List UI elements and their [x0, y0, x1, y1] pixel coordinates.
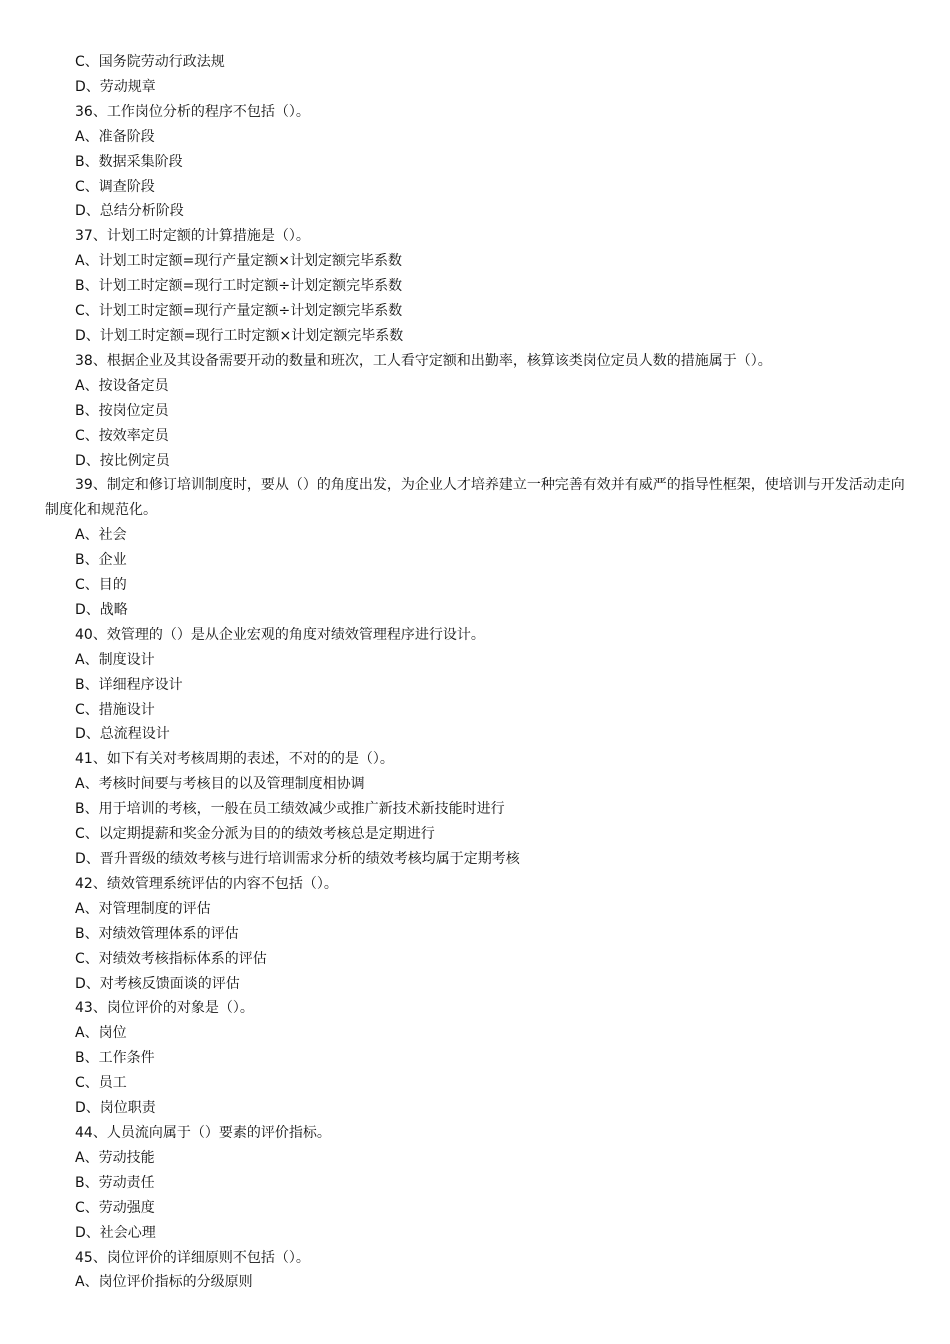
- question-40: 40、效管理的（）是从企业宏观的角度对绩效管理程序进行设计。: [75, 626, 485, 643]
- option-a-40: A、制度设计: [75, 651, 155, 668]
- question-41: 41、如下有关对考核周期的表述，不对的的是（）。: [75, 751, 394, 768]
- option-a-45: A、岗位评价指标的分级原则: [75, 1274, 253, 1291]
- option-d-40: D、总流程设计: [75, 726, 170, 743]
- option-a-41: A、考核时间要与考核目的以及管理制度相协调: [75, 776, 365, 793]
- question-38: 38、根据企业及其设备需要开动的数量和班次，工人看守定额和出勤率，核算该类岗位定员人数的措施属于（）。: [75, 352, 772, 369]
- question-45: 45、岗位评价的详细原则不包括（）。: [75, 1249, 310, 1266]
- option-b-38: B、按岗位定员: [75, 402, 169, 419]
- option-d-41: D、晋升晋级的绩效考核与进行培训需求分析的绩效考核均属于定期考核: [75, 851, 520, 867]
- option-d-36: D、总结分析阶段: [75, 203, 184, 220]
- option-b-36: B、数据采集阶段: [75, 153, 183, 170]
- question-39: 39、制定和修订培训制度时，要从（）的角度出发，为企业人才培养建立一种完善有效并有威严的指导性框架，使培训与开发活动走向制度化和规范化。: [45, 477, 905, 519]
- option-a-37: A、计划工时定额=现行产量定额×计划定额完毕系数: [75, 253, 403, 270]
- option-d-38: D、按比例定员: [75, 452, 170, 469]
- option-c-36: C、调查阶段: [75, 178, 155, 195]
- option-c-43: C、员工: [75, 1075, 127, 1092]
- option-a-38: A、按设备定员: [75, 377, 169, 394]
- option-b-40: B、详细程序设计: [75, 676, 183, 693]
- option-a-39: A、社会: [75, 527, 127, 544]
- question-43: 43、岗位评价的对象是（）。: [75, 1000, 254, 1017]
- option-a-43: A、岗位: [75, 1025, 127, 1042]
- question-36: 36、工作岗位分析的程序不包括（）。: [75, 103, 310, 120]
- option-c-41: C、以定期提薪和奖金分派为目的的绩效考核总是定期进行: [75, 826, 435, 843]
- option-b-42: B、对绩效管理体系的评估: [75, 925, 239, 942]
- option-c-39: C、目的: [75, 577, 127, 594]
- option-b-43: B、工作条件: [75, 1050, 155, 1067]
- option-c-44: C、劳动强度: [75, 1199, 155, 1216]
- option-b-41: B、用于培训的考核，一般在员工绩效减少或推广新技术新技能时进行: [75, 801, 505, 818]
- option-c-37: C、计划工时定额=现行产量定额÷计划定额完毕系数: [75, 303, 403, 320]
- option-c-40: C、措施设计: [75, 701, 155, 718]
- option-d-39: D、战略: [75, 601, 128, 618]
- option-a-42: A、对管理制度的评估: [75, 900, 211, 917]
- option-d-35: D、劳动规章: [75, 78, 156, 95]
- option-b-44: B、劳动责任: [75, 1174, 155, 1191]
- option-c-38: C、按效率定员: [75, 427, 169, 444]
- option-a-44: A、劳动技能: [75, 1149, 155, 1166]
- option-a-36: A、准备阶段: [75, 128, 155, 145]
- option-d-37: D、计划工时定额=现行工时定额×计划定额完毕系数: [75, 327, 404, 344]
- option-b-37: B、计划工时定额=现行工时定额÷计划定额完毕系数: [75, 278, 403, 295]
- option-d-43: D、岗位职责: [75, 1100, 156, 1117]
- question-37: 37、计划工时定额的计算措施是（）。: [75, 228, 310, 245]
- option-b-39: B、企业: [75, 552, 127, 569]
- question-44: 44、人员流向属于（）要素的评价指标。: [75, 1124, 331, 1141]
- option-c-42: C、对绩效考核指标体系的评估: [75, 950, 267, 967]
- option-d-44: D、社会心理: [75, 1224, 156, 1241]
- question-42: 42、绩效管理系统评估的内容不包括（）。: [75, 875, 338, 892]
- option-d-42: D、对考核反馈面谈的评估: [75, 975, 240, 992]
- option-c-35: C、国务院劳动行政法规: [75, 54, 225, 70]
